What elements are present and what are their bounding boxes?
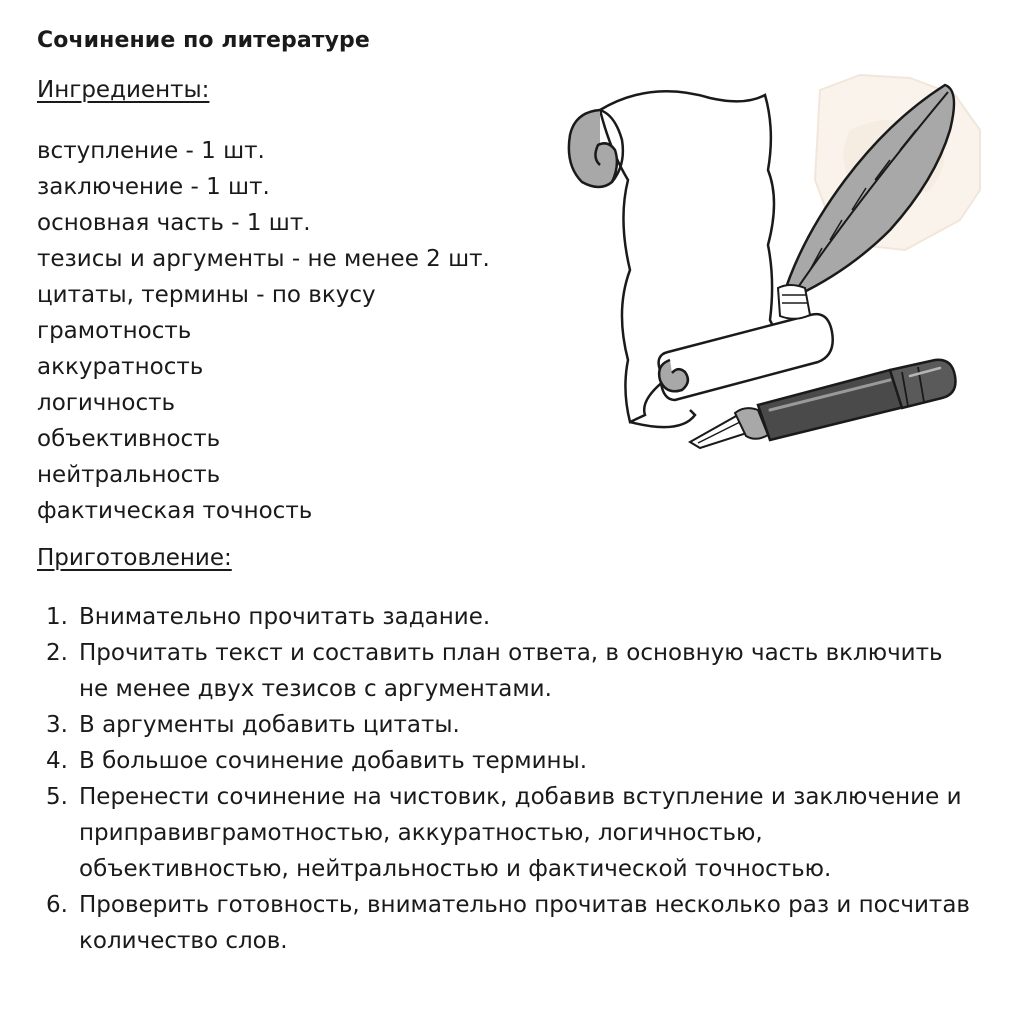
list-item: заключение - 1 шт. bbox=[37, 174, 270, 200]
step-number: 3. bbox=[46, 712, 68, 738]
list-item: логичность bbox=[37, 390, 176, 416]
list-item: вступление - 1 шт. bbox=[37, 138, 265, 164]
step-text: Прочитать текст и составить план ответа, в основную часть включить не менее двух тезисов с аргументами. bbox=[79, 640, 943, 702]
step-item bbox=[37, 707, 977, 743]
ingredients-heading: Ингредиенты: bbox=[37, 77, 210, 103]
list-item: фактическая точность bbox=[37, 498, 313, 524]
list-item: грамотность bbox=[37, 318, 192, 344]
step-item bbox=[37, 743, 977, 779]
preparation-heading: Приготовление: bbox=[37, 545, 232, 571]
step-item bbox=[37, 887, 977, 959]
list-item: объективность bbox=[37, 426, 221, 452]
ingredients-list bbox=[37, 133, 490, 529]
step-text: Внимательно прочитать задание. bbox=[79, 604, 491, 630]
step-text: В аргументы добавить цитаты. bbox=[79, 712, 460, 738]
step-number: 4. bbox=[46, 748, 68, 774]
step-item bbox=[37, 599, 977, 635]
scroll-icon bbox=[569, 91, 833, 427]
step-number: 2. bbox=[46, 640, 68, 666]
step-number: 1. bbox=[46, 604, 68, 630]
step-number: 6. bbox=[46, 892, 68, 918]
list-item: нейтральность bbox=[37, 462, 221, 488]
list-item: аккуратность bbox=[37, 354, 204, 380]
list-item: цитаты, термины - по вкусу bbox=[37, 282, 376, 308]
step-text: Перенести сочинение на чистовик, добавив вступление и заключение и приправивграмотностью, аккуратностью, логичностью, объективностью, нейтральностью и фактической точностью. bbox=[79, 784, 962, 882]
list-item: основная часть - 1 шт. bbox=[37, 210, 311, 236]
preparation-steps bbox=[37, 599, 977, 959]
step-text: В большое сочинение добавить термины. bbox=[79, 748, 588, 774]
scroll-quill-pen-illustration bbox=[560, 70, 990, 450]
step-text: Проверить готовность, внимательно прочитав несколько раз и посчитав количество слов. bbox=[79, 892, 970, 954]
step-number: 5. bbox=[46, 784, 68, 810]
page-title: Сочинение по литературе bbox=[37, 28, 370, 53]
list-item: тезисы и аргументы - не менее 2 шт. bbox=[37, 246, 490, 272]
step-item bbox=[37, 635, 977, 707]
step-item bbox=[37, 779, 977, 887]
